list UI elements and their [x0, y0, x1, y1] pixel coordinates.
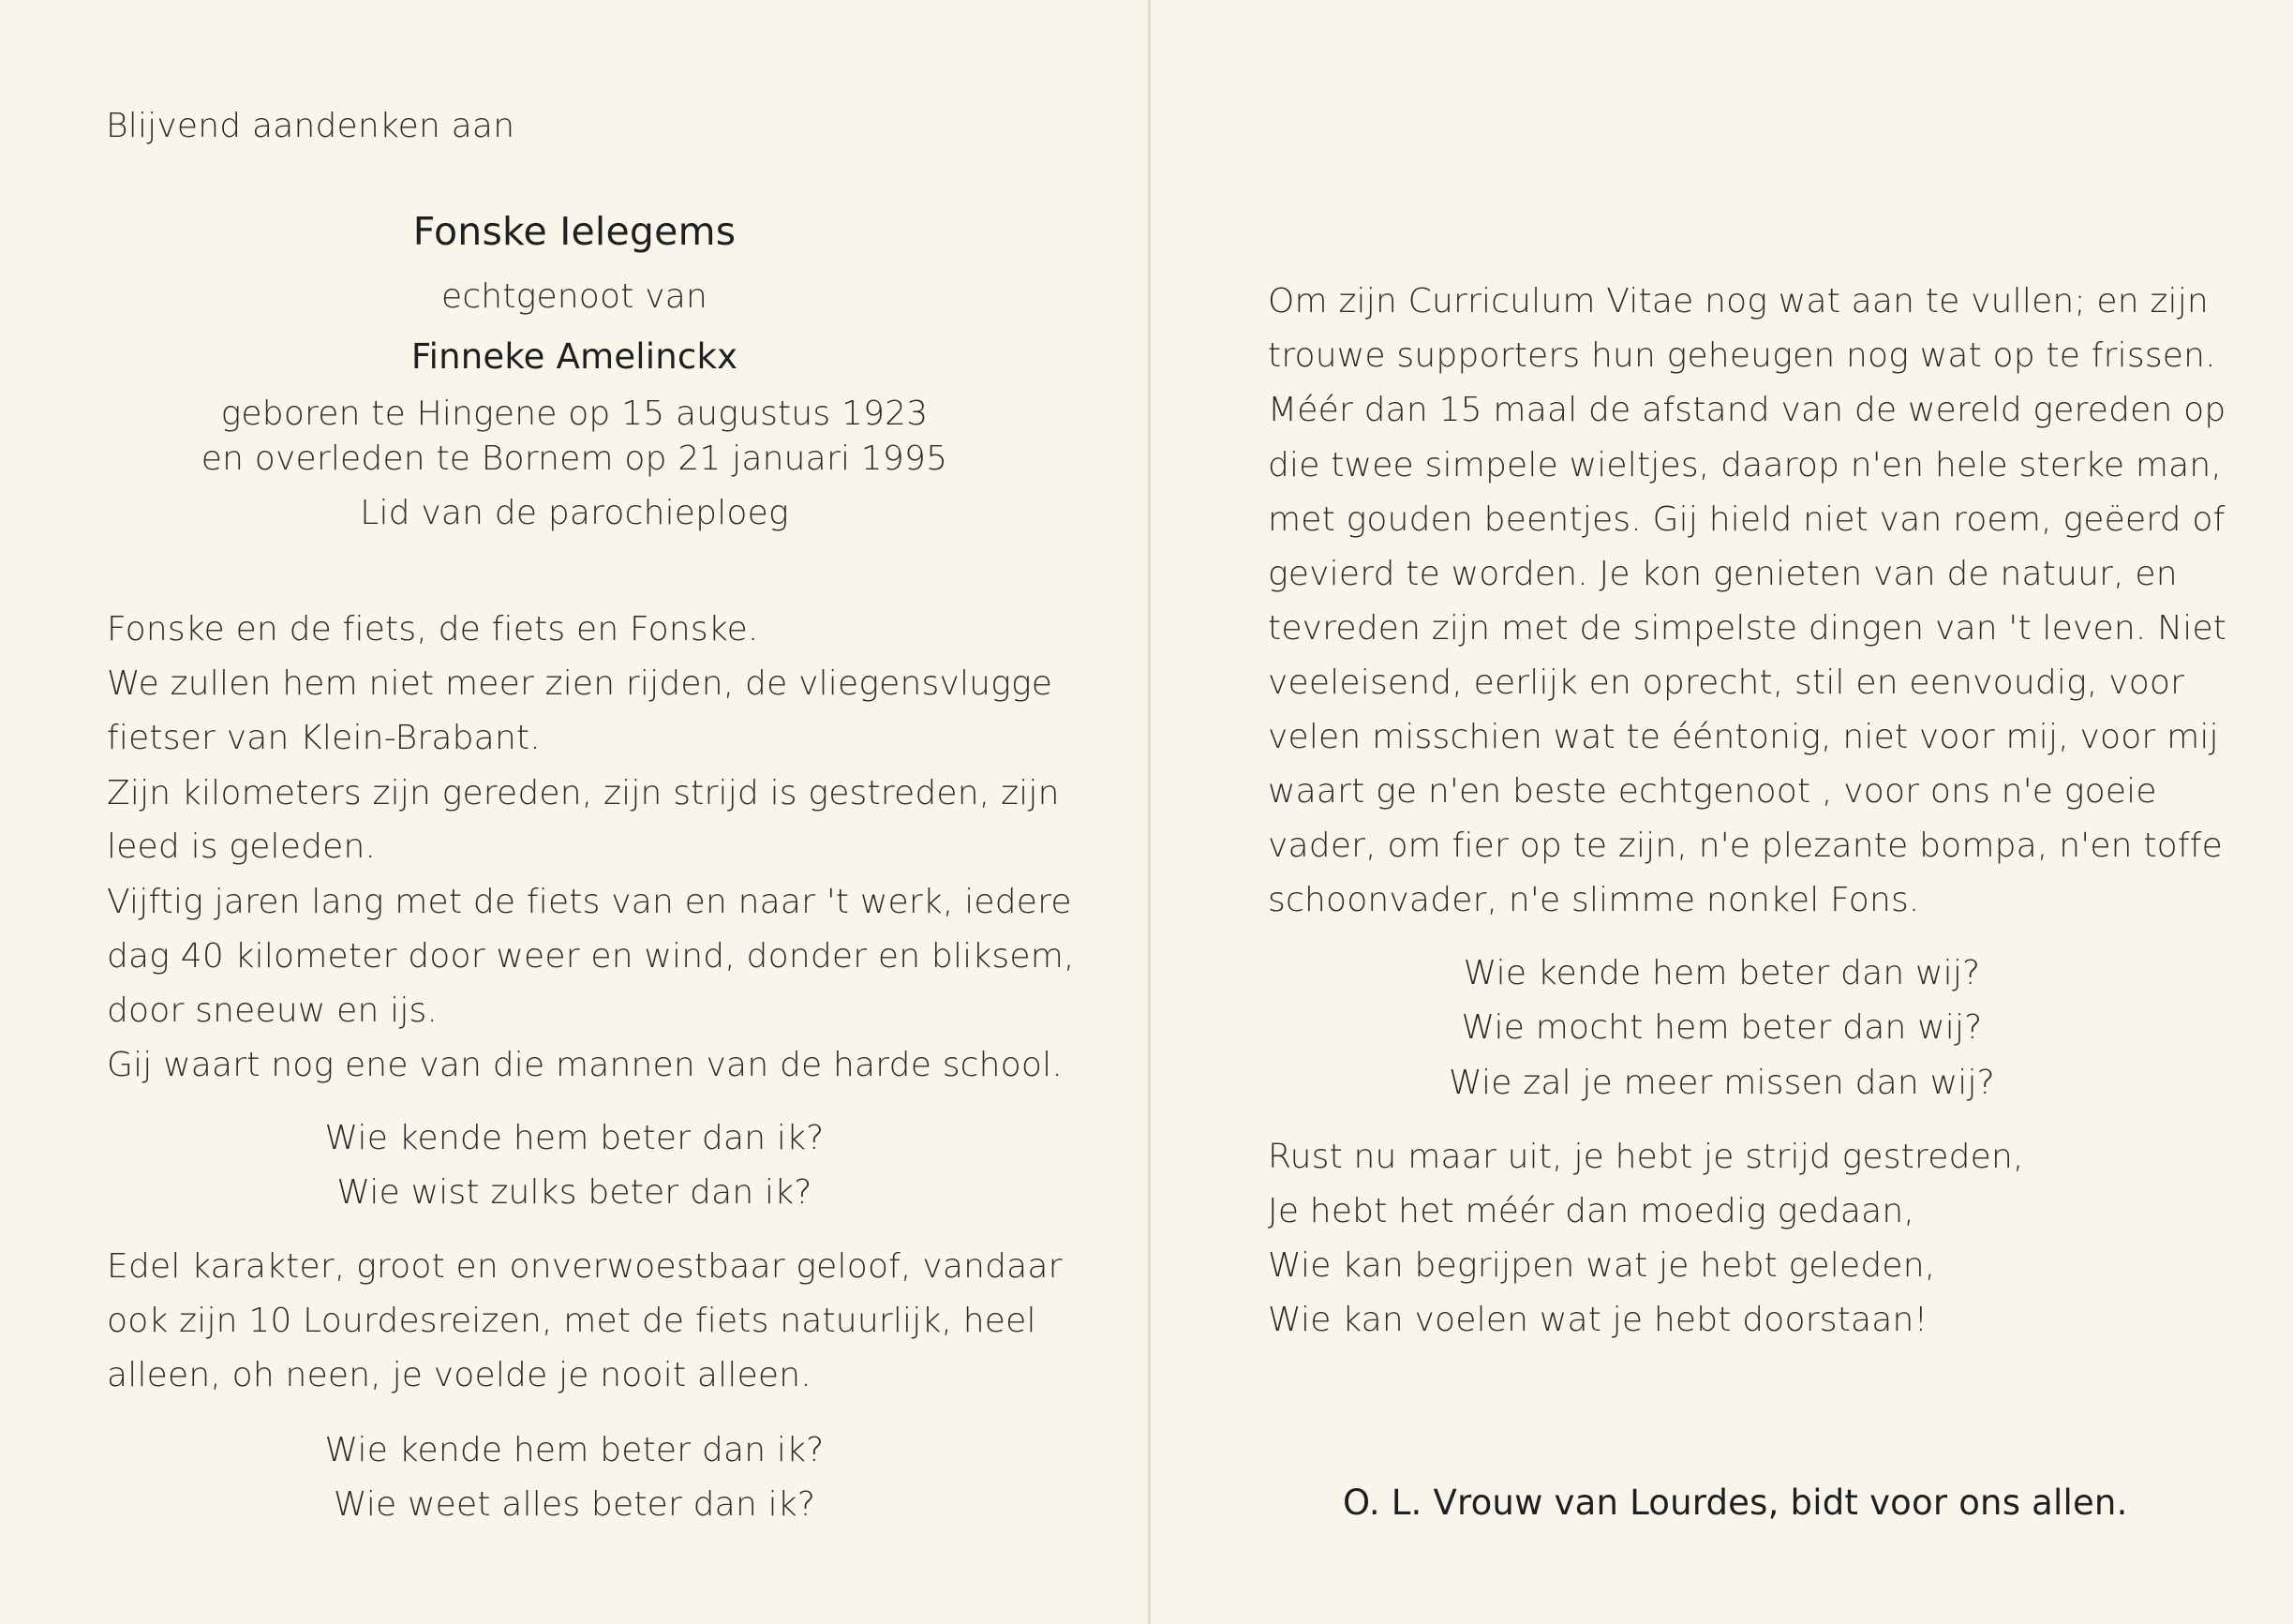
text-line: leed is geleden. [107, 827, 377, 866]
deceased-name: Fonske Ielegems [412, 209, 737, 254]
membership-text: Lid van de parochieploeg [360, 494, 789, 532]
text-line: trouwe supporters hun geheugen nog wat op te frissen. [1268, 336, 2216, 375]
death-text: en overleden te Bornem op 21 januari 1995 [201, 440, 948, 478]
text-line: Om zijn Curriculum Vitae nog wat aan te vullen; en zijn [1268, 282, 2209, 320]
relation-text: echtgenoot van [440, 277, 708, 316]
text-line: Fonske en de fiets, de fiets en Fonske. [107, 610, 759, 648]
text-line: Méér dan 15 maal de afstand van de wereld gereden op [1268, 391, 2226, 429]
text-line: waart ge n'en beste echtgenoot , voor ons n'e goeie [1268, 772, 2157, 811]
closing-prayer: O. L. Vrouw van Lourdes, bidt voor ons allen. [1343, 1482, 2128, 1523]
text-line: veeleisend, eerlijk en oprecht, stil en eenvoudig, voor [1268, 663, 2185, 702]
verse-line: Rust nu maar uit, je hebt je strijd gestreden, [1268, 1138, 2024, 1176]
text-line: velen misschien wat te ééntonig, niet voor mij, voor mij [1268, 718, 2219, 756]
text-line: schoonvader, n'e slimme nonkel Fons. [1268, 881, 1920, 919]
text-line: ook zijn 10 Lourdesreizen, met de fiets natuurlijk, heel [107, 1302, 1036, 1340]
verse-line: Wie kan begrijpen wat je hebt geleden, [1268, 1246, 1936, 1285]
text-line: Zijn kilometers zijn gereden, zijn strijd is gestreden, zijn [107, 774, 1060, 812]
text-line: door sneeuw en ijs. [107, 991, 439, 1030]
spouse-name: Finneke Amelinckx [410, 336, 738, 377]
text-line: die twee simpele wieltjes, daarop n'en hele sterke man, [1268, 446, 2223, 484]
text-line: gevierd te worden. Je kon genieten van de natuur, en [1268, 555, 2178, 593]
refrain-line: Wie kende hem beter dan ik? [324, 1119, 825, 1157]
text-line: fietser van Klein-Brabant. [107, 719, 541, 757]
refrain-line: Wie kende hem beter dan ik? [324, 1431, 825, 1469]
refrain-line: Wie zal je meer missen dan wij? [1449, 1064, 1995, 1102]
verse-line: Wie kan voelen wat je hebt doorstaan! [1268, 1301, 1928, 1339]
refrain-line: Wie weet alles beter dan ik? [333, 1485, 816, 1524]
text-line: Vijftig jaren lang met de fiets van en naar 't werk, iedere [107, 883, 1072, 921]
text-line: tevreden zijn met de simpelste dingen van 't leven. Niet [1268, 609, 2227, 648]
refrain-line: Wie kende hem beter dan wij? [1463, 954, 1981, 992]
text-line: Gij waart nog ene van die mannen van de harde school. [107, 1046, 1063, 1084]
intro-text: Blijvend aandenken aan [106, 107, 515, 145]
text-line: We zullen hem niet meer zien rijden, de vliegensvlugge [107, 664, 1053, 703]
text-line: met gouden beentjes. Gij hield niet van roem, geëerd of [1268, 500, 2226, 539]
refrain-line: Wie mocht hem beter dan wij? [1461, 1008, 1983, 1047]
text-line: dag 40 kilometer door weer en wind, donder en bliksem, [107, 937, 1075, 976]
text-line: alleen, oh neen, je voelde je nooit alleen. [107, 1356, 811, 1394]
text-line: vader, om fier op te zijn, n'e plezante bompa, n'en toffe [1268, 827, 2223, 865]
verse-line: Je hebt het méér dan moedig gedaan, [1268, 1192, 1915, 1230]
text-line: Edel karakter, groot en onverwoestbaar geloof, vandaar [107, 1247, 1063, 1286]
right-page [1151, 0, 2293, 1624]
refrain-line: Wie wist zulks beter dan ik? [336, 1173, 812, 1212]
birth-text: geboren te Hingene op 15 augustus 1923 [220, 395, 929, 433]
